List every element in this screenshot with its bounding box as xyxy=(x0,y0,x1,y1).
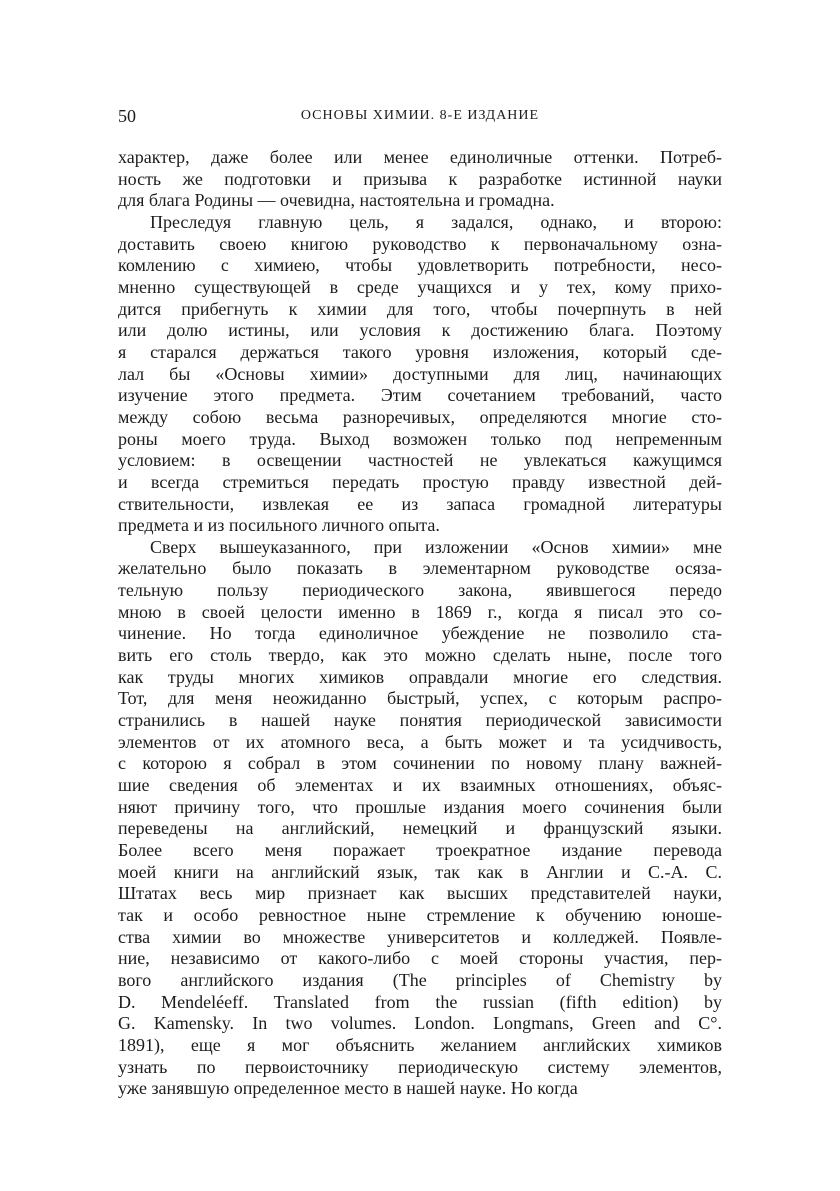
text-line: дится прибегнуть к химии для того, чтобы почерпнуть в ней xyxy=(118,298,722,319)
running-head xyxy=(118,104,722,134)
text-line: и всегда стремиться передать простую правду известной дей- xyxy=(118,471,722,492)
text-line: Более всего меня поражает троекратное издание перевода xyxy=(118,840,722,860)
text-line: тельную пользу периодического закона, явившегося передо xyxy=(118,580,722,601)
text-line: мненно существующей в среде учащихся и у тех, кому прихо- xyxy=(118,276,722,297)
text-line: моей книги на английский язык, так как в Англии и С.-А. С. xyxy=(118,861,722,882)
text-line: или долю истины, или условия к достижению блага. Поэтому xyxy=(118,320,722,341)
text-line: ние, независимо от какого-либо с моей стороны участия, пер- xyxy=(118,948,722,969)
text-line: вить его столь твердо, как это можно сделать ныне, после того xyxy=(118,645,722,666)
text-line: я старался держаться такого уровня изложения, который сде- xyxy=(118,341,722,362)
paragraph xyxy=(118,537,722,1100)
text-line: чинение. Но тогда единоличное убеждение не позволило ста- xyxy=(118,623,722,644)
text-line: с которою я собрал в этом сочинении по новому плану важней- xyxy=(118,753,722,774)
text-line: шие сведения об элементах и их взаимных отношениях, объяс- xyxy=(118,775,722,796)
text-line: элементов от их атомного веса, а быть может и та усидчивость, xyxy=(118,731,722,752)
text-line: для блага Родины — очевидна, настоятельна и громадна. xyxy=(118,190,555,211)
text-line: узнать по первоисточнику периодическую систему элементов, xyxy=(118,1056,722,1077)
text-line: ства химии во множестве университетов и колледжей. Появле- xyxy=(118,926,722,947)
text-line: уже занявшую определенное место в нашей науке. Но когда xyxy=(118,1078,578,1099)
text-line: как труды многих химиков оправдали многие его следствия. xyxy=(118,666,722,687)
text-line: странились в нашей науке понятия периодической зависимости xyxy=(118,710,722,731)
text-line: характер, даже более или менее единоличные оттенки. Потреб- xyxy=(118,147,722,167)
running-title: ОСНОВЫ ХИМИИ. 8-Е ИЗДАНИЕ xyxy=(300,108,540,123)
text-line: ствительности, извлекая ее из запаса громадной литературы xyxy=(118,493,722,514)
text-line: Преследуя главную цель, я задался, однако, и второю: xyxy=(150,211,722,232)
text-line: комлению с химиею, чтобы удовлетворить потребности, несо- xyxy=(118,255,722,276)
text-line: лал бы «Основы химии» доступными для лиц, начинающих xyxy=(118,363,722,384)
text-line: доставить своею книгою руководство к первоначальному озна- xyxy=(118,233,722,254)
text-line: мною в своей целости именно в 1869 г., когда я писал это со- xyxy=(118,601,722,622)
text-line: Штатах весь мир признает как высших представителей науки, xyxy=(118,883,722,904)
paragraph xyxy=(118,147,722,212)
text-line: желательно было показать в элементарном руководстве осяза- xyxy=(118,558,722,579)
text-line: изучение этого предмета. Этим сочетанием требований, часто xyxy=(118,385,722,406)
body-text xyxy=(118,147,722,1100)
paragraph xyxy=(118,212,722,537)
text-line: 1891), еще я мог объяснить желанием английских химиков xyxy=(118,1034,722,1055)
text-line: предмета и из посильного личного опыта. xyxy=(118,515,440,536)
text-line: няют причину того, что прошлые издания моего сочинения были xyxy=(118,796,722,817)
text-line: Сверх вышеуказанного, при изложении «Основ химии» мне xyxy=(150,536,722,557)
text-line: между собою весьма разноречивых, определяются многие сто- xyxy=(118,406,722,427)
text-line: условием: в освещении частностей не увлекаться кажущимся xyxy=(118,450,722,471)
text-line: роны моего труда. Выход возможен только под непременным xyxy=(118,428,722,449)
text-line: ность же подготовки и призыва к разработке истинной науки xyxy=(118,168,722,189)
text-line: G. Kamensky. In two volumes. London. Longmans, Green and C°. xyxy=(118,1013,722,1034)
page-number: 50 xyxy=(118,106,136,126)
book-page xyxy=(118,104,722,1100)
text-line: так и особо ревностное ныне стремление к обучению юноше- xyxy=(118,904,722,925)
text-line: переведены на английский, немецкий и французский языки. xyxy=(118,818,722,839)
text-line: вого английского издания (The principles of Chemistry by xyxy=(118,969,722,990)
text-line: D. Mendeléeff. Translated from the russian (fifth edition) by xyxy=(118,991,722,1012)
text-line: Тот, для меня неожиданно быстрый, успех, с которым распро- xyxy=(118,688,722,709)
